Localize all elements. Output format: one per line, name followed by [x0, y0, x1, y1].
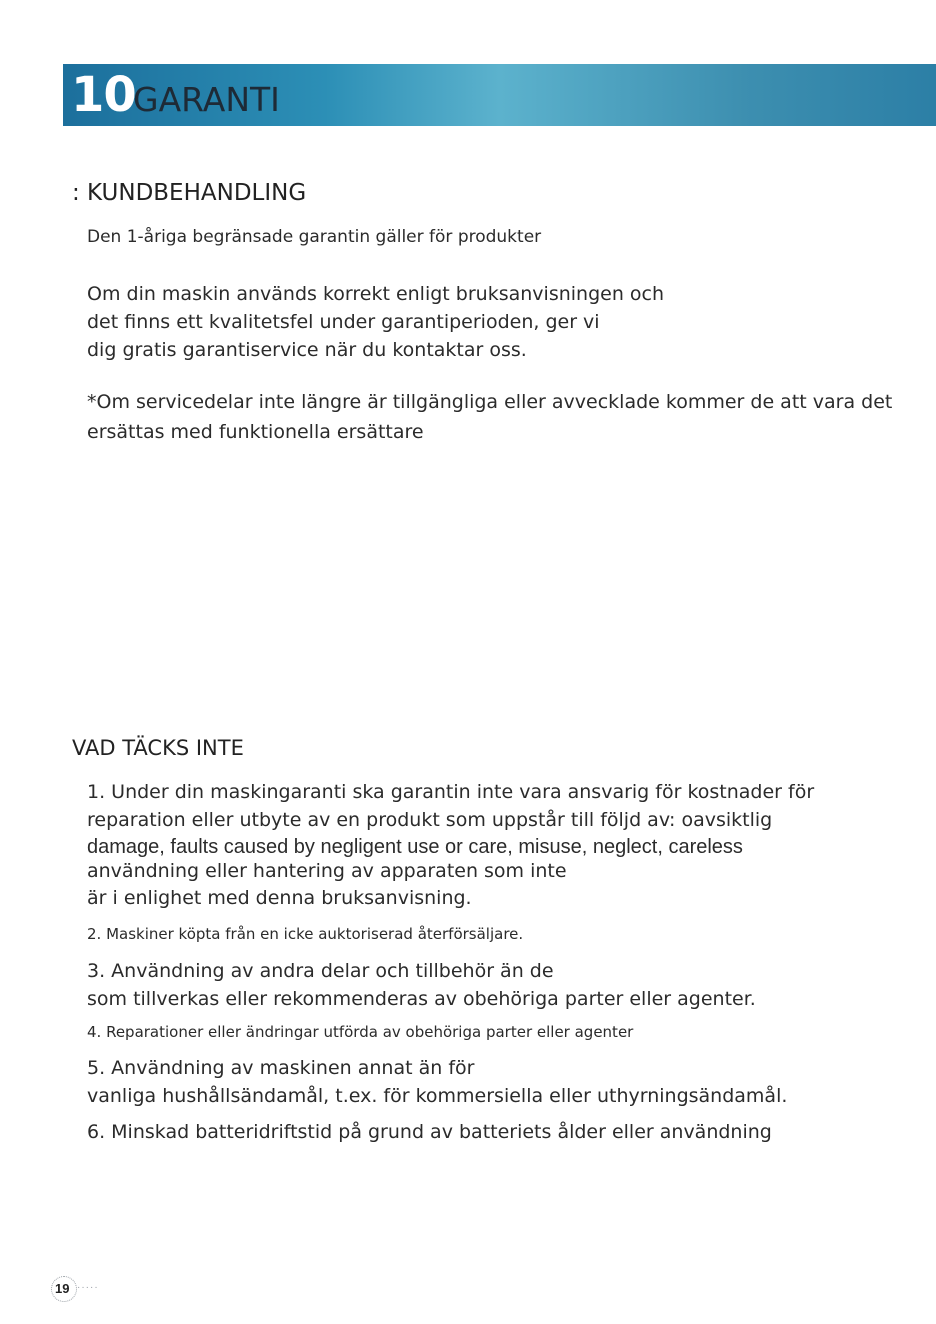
page-number-badge [51, 1276, 101, 1304]
exclusion-item-5-line: 5. Användning av maskinen annat än för [87, 1057, 475, 1079]
section-heading-kundbehandling: : KUNDBEHANDLING [72, 180, 307, 206]
exclusion-item-1-line: 1. Under din maskingaranti ska garantin inte vara ansvarig för kostnader för [87, 781, 815, 803]
section-heading-not-covered: VAD TÄCKS INTE [72, 736, 244, 760]
warranty-intro: Den 1-åriga begränsade garantin gäller för produkter [87, 227, 542, 247]
exclusion-item-2: 2. Maskiner köpta från en icke auktoriserad återförsäljare. [87, 925, 524, 943]
exclusion-item-5-line: vanliga hushållsändamål, t.ex. för kommersiella eller uthyrningsändamål. [87, 1085, 788, 1107]
exclusion-item-3-line: som tillverkas eller rekommenderas av obehöriga parter eller agenter. [87, 988, 756, 1010]
exclusion-item-1-line: reparation eller utbyte av en produkt som uppstår till följd av: oavsiktlig [87, 809, 773, 831]
paragraph-line: Om din maskin används korrekt enligt bruksanvisningen och [87, 283, 665, 305]
note-line: *Om servicedelar inte längre är tillgängliga eller avvecklade kommer de att vara det [87, 391, 893, 413]
exclusion-item-3-line: 3. Användning av andra delar och tillbehör än de [87, 960, 554, 982]
note-line: ersättas med funktionella ersättare [87, 421, 424, 443]
chapter-number: 10 [71, 67, 136, 123]
exclusion-item-1-line: damage, faults caused by negligent use or care, misuse, neglect, careless [87, 836, 743, 858]
paragraph-line: dig gratis garantiservice när du kontaktar oss. [87, 339, 527, 361]
page-number: 19 [55, 1281, 70, 1296]
exclusion-item-1-line: användning eller hantering av apparaten som inte [87, 860, 567, 882]
paragraph-line: det finns ett kvalitetsfel under garantiperioden, ger vi [87, 311, 600, 333]
exclusion-item-4: 4. Reparationer eller ändringar utförda av obehöriga parter eller agenter [87, 1023, 634, 1041]
page-number-dots: ····· [77, 1282, 99, 1293]
exclusion-item-1-line: är i enlighet med denna bruksanvisning. [87, 887, 472, 909]
chapter-header-band [63, 64, 936, 126]
chapter-title: GARANTI [133, 80, 280, 119]
exclusion-item-6: 6. Minskad batteridriftstid på grund av batteriets ålder eller användning [87, 1121, 772, 1143]
